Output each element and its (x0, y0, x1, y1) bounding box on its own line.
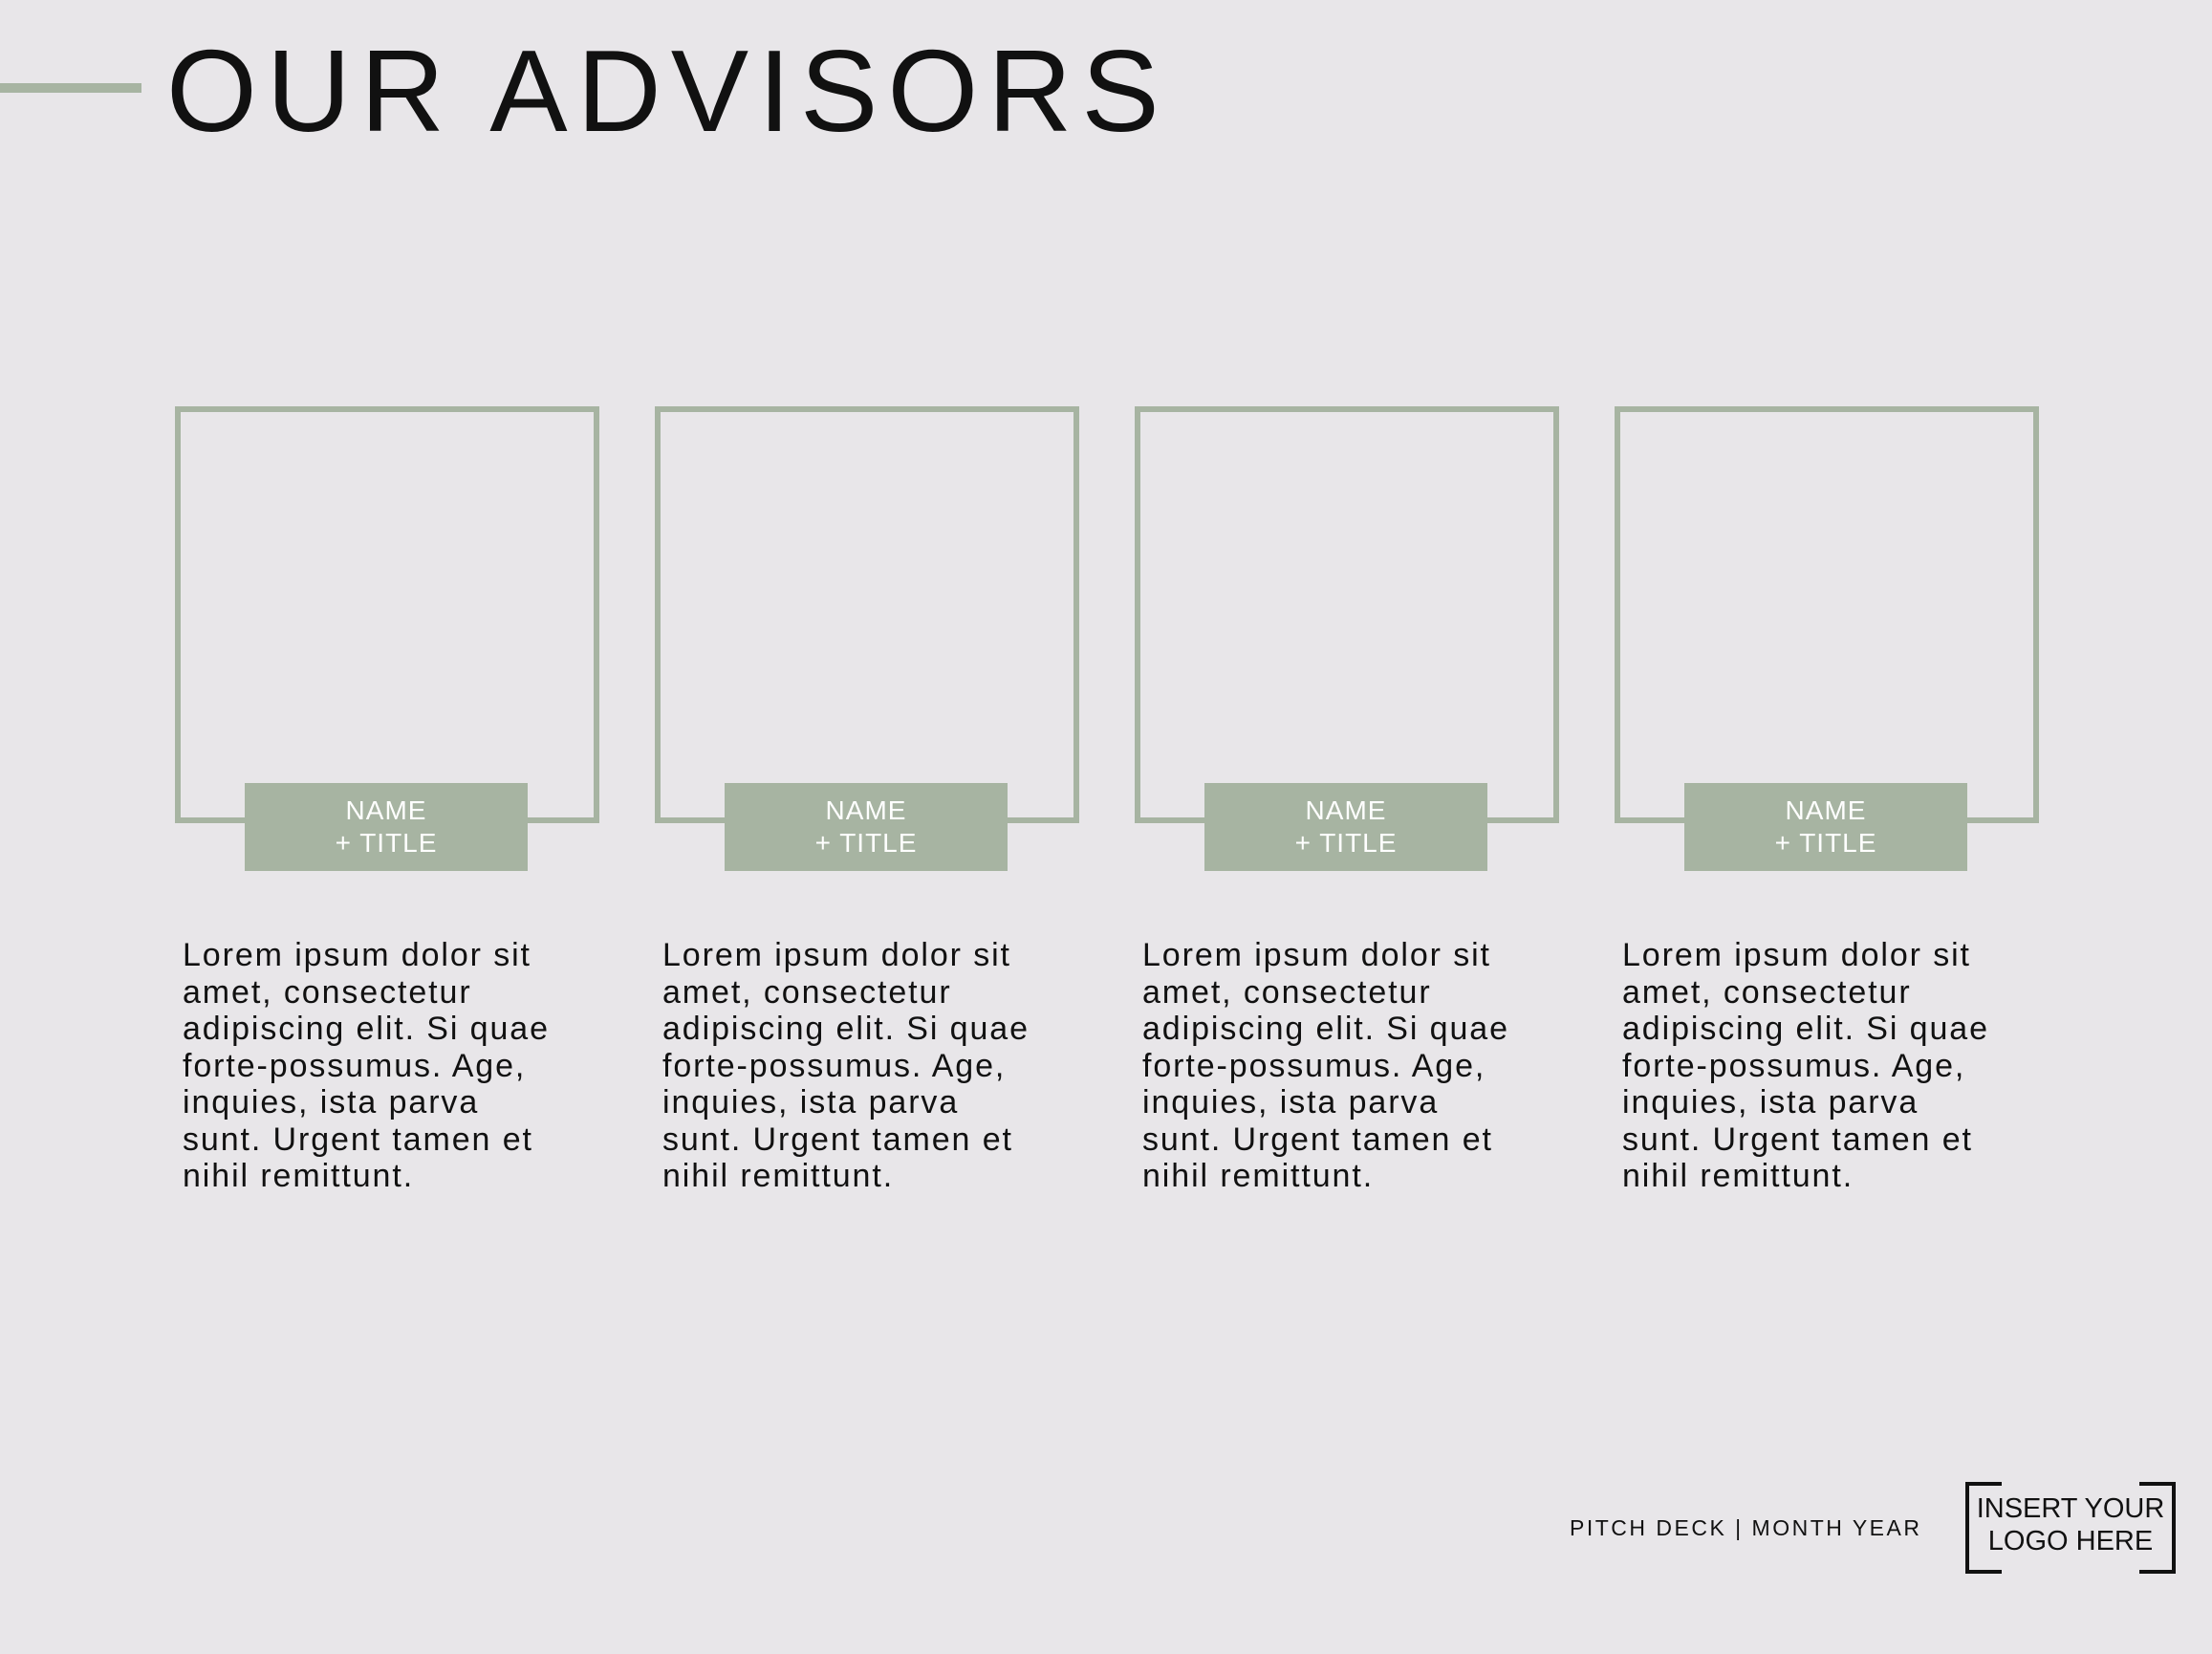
advisor-photo-placeholder[interactable] (655, 406, 1079, 823)
advisor-name-badge (1204, 783, 1487, 871)
advisor-bio: Lorem ipsum dolor sit amet, consectetur adipiscing elit. Si quae forte-possumus. Age, inquies, ista parva sunt. Urgent tamen et nihil remittunt. (662, 937, 1030, 1194)
advisor-name-badge (725, 783, 1008, 871)
page-title: OUR ADVISORS (166, 26, 1169, 156)
advisor-name-badge (245, 783, 528, 871)
advisor-photo-placeholder[interactable] (1135, 406, 1559, 823)
footer-deck-label: PITCH DECK | MONTH YEAR (1570, 1515, 1922, 1540)
advisor-title: + TITLE (1774, 828, 1877, 858)
title-accent-line (0, 83, 141, 93)
advisor-title: + TITLE (1294, 828, 1398, 858)
advisor-name: NAME (345, 795, 427, 825)
logo-placeholder[interactable] (1965, 1482, 2176, 1570)
advisor-name-badge (1684, 783, 1967, 871)
logo-placeholder-text (1965, 1492, 2176, 1557)
advisor-name: NAME (1305, 795, 1387, 825)
advisor-photo-placeholder[interactable] (1615, 406, 2039, 823)
advisor-photo-placeholder[interactable] (175, 406, 599, 823)
advisor-name: NAME (1785, 795, 1867, 825)
advisor-title: + TITLE (335, 828, 438, 858)
advisor-bio: Lorem ipsum dolor sit amet, consectetur adipiscing elit. Si quae forte-possumus. Age, inquies, ista parva sunt. Urgent tamen et nihil remittunt. (1622, 937, 1989, 1194)
advisor-bio: Lorem ipsum dolor sit amet, consectetur adipiscing elit. Si quae forte-possumus. Age, inquies, ista parva sunt. Urgent tamen et nihil remittunt. (183, 937, 550, 1194)
logo-text-line1: INSERT YOUR (1976, 1493, 2165, 1524)
logo-text-line2: LOGO HERE (1987, 1526, 2154, 1556)
advisor-name: NAME (825, 795, 907, 825)
advisor-bio: Lorem ipsum dolor sit amet, consectetur adipiscing elit. Si quae forte-possumus. Age, inquies, ista parva sunt. Urgent tamen et nihil remittunt. (1142, 937, 1509, 1194)
advisor-title: + TITLE (814, 828, 918, 858)
